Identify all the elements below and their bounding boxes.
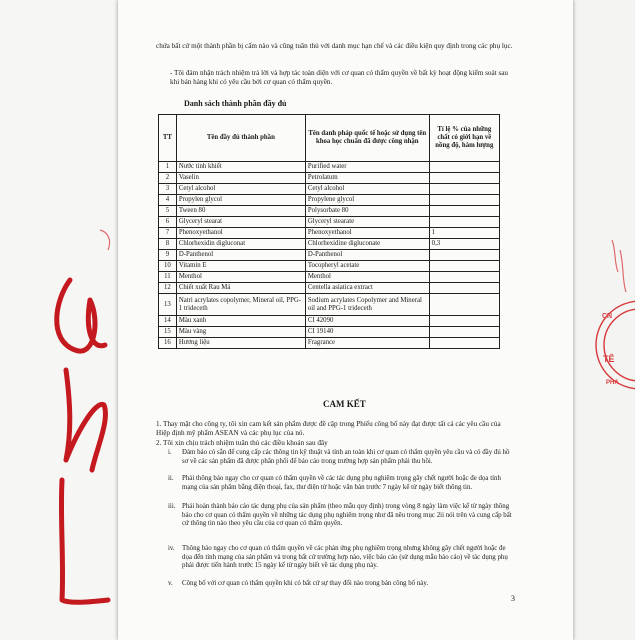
commitment-item-1: 1. Thay mặt cho công ty, tôi xin cam kết sản phẩm được đề cập trong Phiếu công bố này đạt được tất cả các yêu cầu của Hiệp định mỹ phẩm ASEAN và các phụ lục của nó. bbox=[156, 420, 501, 437]
cell-inci: Chlorhexidine digluconate bbox=[305, 239, 429, 250]
sub-label: v. bbox=[168, 580, 173, 587]
sub-text: Phải hoàn thành báo cáo tác dụng phụ của sản phẩm (theo mẫu quy định) trong vòng 8 ngày làm việc kể từ ngày thông báo cho cơ quan có thẩm quyền về những tác dụng phụ nghiêm trọng như đã nêu trong mục 2ii nói trên và cung cấp bất cứ thông tin nào theo yêu cầu của cơ quan có thẩm quyền. bbox=[182, 503, 512, 528]
cell-tt: 4 bbox=[159, 195, 177, 206]
cell-name: D-Panthenol bbox=[176, 250, 305, 261]
cell-name: Chiết xuất Rau Má bbox=[176, 283, 305, 294]
stamp-faint-mark-1 bbox=[612, 240, 618, 272]
cell-tt: 2 bbox=[159, 173, 177, 184]
cell-name: Màu vàng bbox=[176, 327, 305, 338]
cell-inci: Fragrance bbox=[305, 338, 429, 349]
cell-tt: 14 bbox=[159, 316, 177, 327]
intro-paragraph-1: chứa bất cứ một thành phần bị cấm nào và cũng tuân thủ với danh mục hạn chế và các điều kiện quy định trong các phụ lục. bbox=[156, 42, 513, 50]
stamp-faint-marks bbox=[100, 230, 626, 292]
cell-inci: Cetyl alcohol bbox=[305, 184, 429, 195]
page-number: 3 bbox=[511, 594, 515, 603]
cell-name: Màu xanh bbox=[176, 316, 305, 327]
cell-inci: Menthol bbox=[305, 272, 429, 283]
cell-tt: 9 bbox=[159, 250, 177, 261]
cell-name: Natri acrylates copolymer, Mineral oil, PPG-1 trideceth bbox=[176, 294, 305, 316]
cell-inci: Centella asiatica extract bbox=[305, 283, 429, 294]
cell-tt: 16 bbox=[159, 338, 177, 349]
ingredient-list-title: Danh sách thành phần đầy đủ bbox=[184, 99, 287, 108]
cell-tt: 10 bbox=[159, 261, 177, 272]
cell-name: Nước tinh khiết bbox=[176, 162, 305, 173]
cell-inci: Purified water bbox=[305, 162, 429, 173]
cell-tt: 5 bbox=[159, 206, 177, 217]
cell-inci: Polysorbate 80 bbox=[305, 206, 429, 217]
cell-tt: 13 bbox=[159, 294, 177, 316]
cell-tt: 3 bbox=[159, 184, 177, 195]
cell-tt: 8 bbox=[159, 239, 177, 250]
header-name: Tên đầy đủ thành phần bbox=[176, 115, 305, 162]
commitment-item-2: 2. Tôi xin chịu trách nhiệm tuân thủ các điều khoản sau đây bbox=[156, 439, 328, 447]
cell-tt: 7 bbox=[159, 228, 177, 239]
stamp-text-3: PHA bbox=[606, 380, 619, 386]
cell-name: Chlorhexidin digluconat bbox=[176, 239, 305, 250]
sub-label: iii. bbox=[168, 503, 176, 510]
sub-text: Thông báo ngay cho cơ quan có thẩm quyền về các phản ứng phụ nghiêm trọng nhưng không gây chết người hoặc đe dọa đến tính mạng của sản phẩm và trong bất cứ trường hợp nào, việc báo cáo (sử dụng mẫu báo cáo) về tác dụng phụ phải được tiến hành trước 15 ngày kể từ ngày biết về tác dụng phụ này. bbox=[182, 545, 508, 570]
cell-name: Tween 80 bbox=[176, 206, 305, 217]
stamp-text-1: CN bbox=[602, 313, 613, 320]
sub-label: ii. bbox=[168, 475, 174, 482]
margin-faint-mark bbox=[100, 230, 110, 250]
cell-name: Vitamin E bbox=[176, 261, 305, 272]
cell-tt: 1 bbox=[159, 162, 177, 173]
sub-label: i. bbox=[168, 449, 172, 456]
stamp-text-2: TÊ bbox=[603, 354, 615, 364]
cell-name: Phenoxyethanol bbox=[176, 228, 305, 239]
sub-label: iv. bbox=[168, 545, 175, 552]
cell-name: Hương liệu bbox=[176, 338, 305, 349]
intro-paragraph-2-text: - Tôi đảm nhận trách nhiệm trả lời và hợp tác toàn diện với cơ quan có thẩm quyền về bất kỳ hoạt động kiểm soát sau khi bán hàng khi có yêu cầu bởi cơ quan có thẩm quyền. bbox=[170, 69, 509, 86]
commitment-title: CAM KẾT bbox=[323, 399, 366, 409]
cell-tt: 15 bbox=[159, 327, 177, 338]
cell-inci: Petrolatum bbox=[305, 173, 429, 184]
sub-text: Phải thông báo ngay cho cơ quan có thẩm quyền về các tác dụng phụ nghiêm trọng gây chết người hoặc đe dọa tính mạng của sản phẩm bằng điện thoại, fax, thư điện tử hoặc văn bản trước 7 ngày kể từ ngày biết thông tin. bbox=[182, 475, 501, 491]
cell-name: Menthol bbox=[176, 272, 305, 283]
cell-inci: Glyceryl stearate bbox=[305, 217, 429, 228]
sub-text: Công bố với cơ quan có thẩm quyền khi có bất cứ sự thay đổi nào trong bản công bố này. bbox=[182, 580, 429, 587]
cell-name: Propylen glycol bbox=[176, 195, 305, 206]
cell-tt: 6 bbox=[159, 217, 177, 228]
cell-pct: 0,3 bbox=[429, 239, 499, 250]
stamp-faint-mark-2 bbox=[620, 250, 626, 292]
cell-inci: CI 19140 bbox=[305, 327, 429, 338]
cell-inci: Phenoxyethanol bbox=[305, 228, 429, 239]
cell-inci: Propylene glycol bbox=[305, 195, 429, 206]
cell-name: Glyceryl stearat bbox=[176, 217, 305, 228]
cell-tt: 11 bbox=[159, 272, 177, 283]
cell-inci: CI 42090 bbox=[305, 316, 429, 327]
cell-name: Vaselin bbox=[176, 173, 305, 184]
header-inci: Tên danh pháp quốc tế hoặc sử dụng tên khoa học chuẩn đã được công nhận bbox=[305, 115, 429, 162]
header-pct: Tỉ lệ % của những chất có giới hạn về nồng độ, hàm lượng bbox=[429, 115, 499, 162]
cell-tt: 12 bbox=[159, 283, 177, 294]
sub-text: Đảm bảo có sẵn để cung cấp các thông tin kỹ thuật và tính an toàn khi cơ quan có thẩm quyền yêu cầu và có đầy đủ hồ sơ về các sản phẩm đã được phân phối để báo cáo trong trường hợp sản phẩm phải thu hồi. bbox=[182, 449, 510, 465]
cell-inci: Tocopheryl acetate bbox=[305, 261, 429, 272]
cell-inci: Sodium acrylates Copolymer and Mineral oil and PPG-1 trideceth bbox=[305, 294, 429, 316]
cell-inci: D-Panthenol bbox=[305, 250, 429, 261]
cell-name: Cetyl alcohol bbox=[176, 184, 305, 195]
cell-pct: 1 bbox=[429, 228, 499, 239]
header-tt: TT bbox=[159, 115, 177, 162]
